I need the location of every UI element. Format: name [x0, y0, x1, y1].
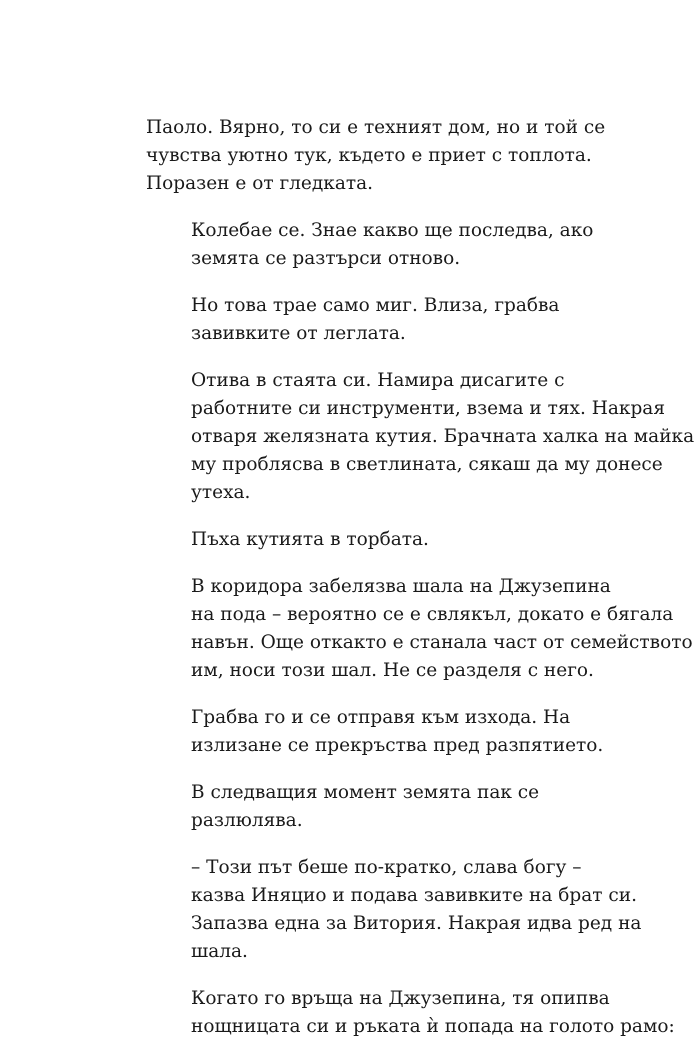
text-line: завивките от леглата.	[191, 323, 406, 344]
paragraph-3	[146, 292, 560, 348]
text-line: отваря желязната кутия. Брачната халка на майка	[191, 426, 695, 447]
text-line: Но това трае само миг. Влиза, грабва	[191, 295, 560, 316]
text-line: разлюлява.	[191, 810, 303, 831]
text-line: му проблясва в светлината, сякаш да му донесе	[191, 454, 663, 475]
text-line: на пода – вероятно се е свлякъл, докато е бягала	[191, 604, 674, 625]
paragraph-4	[146, 367, 695, 507]
text-line: земята се разтърси отново.	[191, 248, 461, 269]
text-line: Колебае се. Знае какво ще последва, ако	[191, 220, 594, 241]
text-line: излизане се прекръства пред разпятието.	[191, 735, 604, 756]
paragraph-9	[146, 854, 642, 966]
text-line: Паоло. Вярно, то си е техният дом, но и той се	[146, 117, 606, 138]
text-line: Отива в стаята си. Намира дисагите с	[191, 370, 565, 391]
text-line: Запазва една за Витория. Накрая идва ред на	[191, 913, 642, 934]
paragraph-2	[146, 217, 594, 273]
text-line: им, носи този шал. Не се разделя с него.	[191, 660, 594, 681]
paragraph-7	[146, 704, 604, 760]
text-line: В коридора забелязва шала на Джузепина	[191, 576, 611, 597]
text-line: работните си инструменти, взема и тях. Накрая	[191, 398, 665, 419]
paragraph-10	[146, 985, 675, 1041]
paragraph-8	[146, 779, 560, 835]
text-line: казва Иняцио и подава завивките на брат си.	[191, 885, 637, 906]
text-line: Когато го връща на Джузепина, тя опипва	[191, 988, 610, 1009]
text-line: чувства уютно тук, където е приет с топлота.	[146, 145, 592, 166]
text-line: навън. Още откакто е станала част от семейството	[191, 632, 693, 653]
text-line: шала.	[191, 941, 248, 962]
paragraph-1	[146, 114, 606, 198]
text-line: нощницата си и ръката ѝ попада на голото рамо:	[191, 1016, 675, 1037]
paragraph-5	[146, 526, 560, 554]
paragraph-6	[146, 573, 693, 685]
text-line: В следващия момент земята пак се	[191, 782, 540, 803]
text-line: – Този път беше по-кратко, слава богу –	[191, 857, 582, 878]
text-line: Поразен е от гледката.	[146, 173, 373, 194]
text-line: утеха.	[191, 482, 251, 503]
text-line: Пъха кутията в торбата.	[191, 529, 429, 550]
text-line: Грабва го и се отправя към изхода. На	[191, 707, 571, 728]
